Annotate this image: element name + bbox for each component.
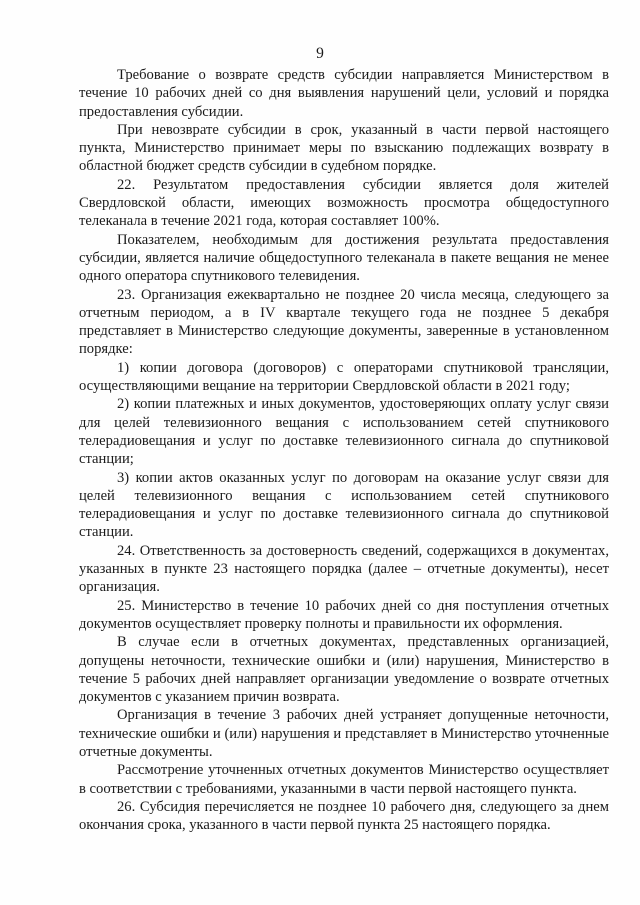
document-body	[79, 66, 609, 834]
paragraph: 23. Организация ежеквартально не позднее 20 числа месяца, следующего за отчетным периодом, а в IV квартале текущего года не позднее 5 декабря представляет в Министерство следующие документы, заверенные в установленном порядке:	[79, 286, 609, 358]
list-item: 2) копии платежных и иных документов, удостоверяющих оплату услуг связи для целей телевизионного вещания с использованием сетей спутникового телерадиовещания и услуг по доставке телевизионного сигнала до спутниковой станции;	[79, 396, 609, 468]
paragraph: При невозврате субсидии в срок, указанный в части первой настоящего пункта, Министерство принимает меры по взысканию подлежащих возврату в областной бюджет средств субсидии в судебном порядке.	[79, 121, 609, 175]
paragraph: Рассмотрение уточненных отчетных документов Министерство осуществляет в соответствии с требованиями, указанными в части первой настоящего пункта.	[79, 762, 609, 797]
paragraph: 22. Результатом предоставления субсидии является доля жителей Свердловской области, имеющих возможность просмотра общедоступного телеканала в течение 2021 года, которая составляет 100%.	[79, 176, 609, 230]
page-number: 9	[316, 45, 324, 62]
paragraph: 24. Ответственность за достоверность сведений, содержащихся в документах, указанных в пункте 23 настоящего порядка (далее – отчетные документы), несет организация.	[79, 542, 609, 596]
paragraph: Показателем, необходимым для достижения результата предоставления субсидии, является наличие общедоступного телеканала в пакете вещания не менее одного оператора спутникового телевидения.	[79, 231, 609, 285]
paragraph: В случае если в отчетных документах, представленных организацией, допущены неточности, технические ошибки и (или) нарушения, Министерство в течение 5 рабочих дней направляет организации уведомление о возврате отчетных документов с указанием причин возврата.	[79, 634, 609, 706]
paragraph: Организация в течение 3 рабочих дней устраняет допущенные неточности, технические ошибки и (или) нарушения и представляет в Министерство уточненные отчетные документы.	[79, 707, 609, 760]
paragraph: 26. Субсидия перечисляется не позднее 10 рабочего дня, следующего за днем окончания срока, указанного в части первой пункта 25 настоящего порядка.	[79, 798, 609, 834]
paragraph: Требование о возврате средств субсидии направляется Министерством в течение 10 рабочих дней со дня выявления нарушений цели, условий и порядка предоставления субсидии.	[79, 67, 609, 120]
list-item: 3) копии актов оказанных услуг по договорам на оказание услуг связи для целей телевизионного вещания с использованием сетей спутникового телерадиовещания и услуг по доставке телевизионного сигнала до спутниковой станции.	[79, 469, 609, 541]
paragraph: 25. Министерство в течение 10 рабочих дней со дня поступления отчетных документов осуществляет проверку полноты и правильности их оформления.	[79, 597, 609, 632]
list-item: 1) копии договора (договоров) с операторами спутниковой трансляции, осуществляющими вещание на территории Свердловской области в 2021 году;	[79, 359, 609, 395]
